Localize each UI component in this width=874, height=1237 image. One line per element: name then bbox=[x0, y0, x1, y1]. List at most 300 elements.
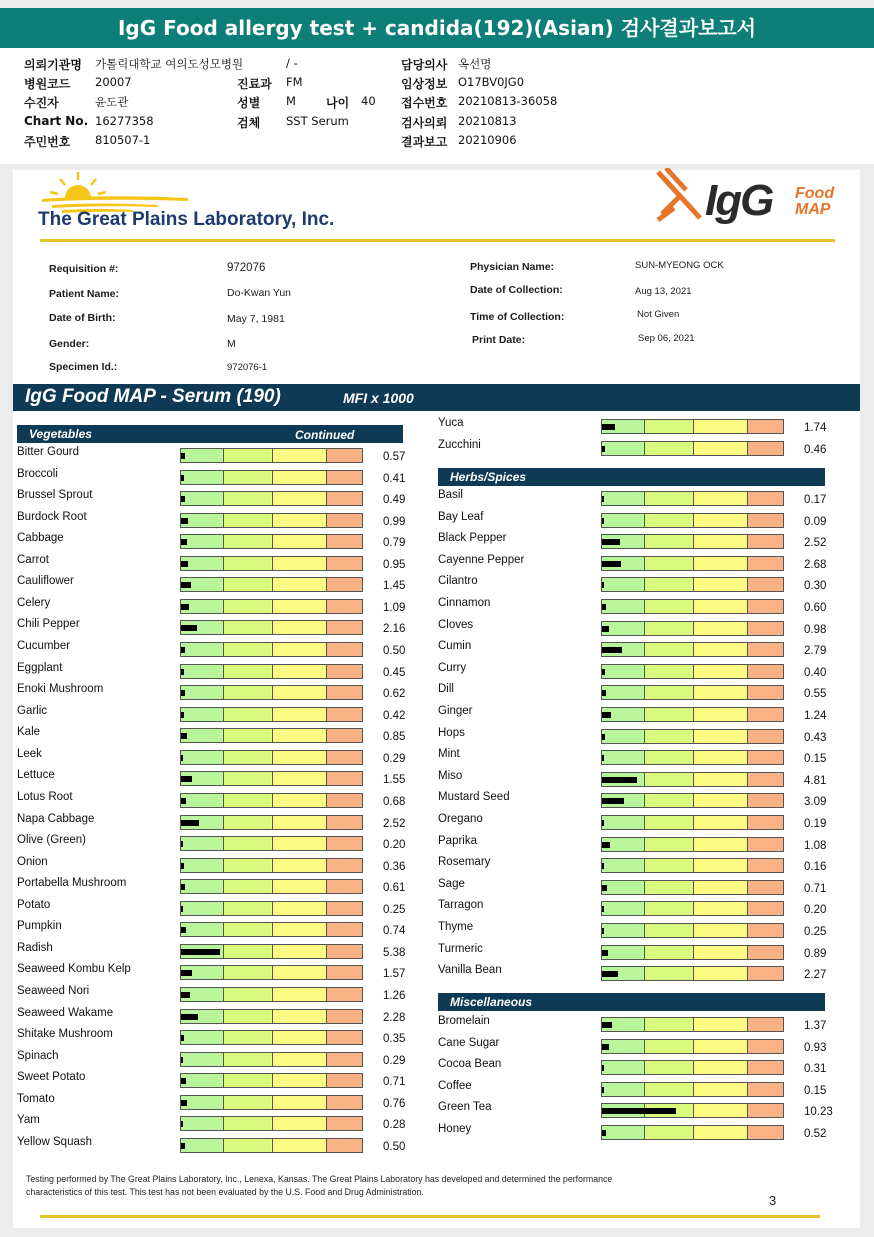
request-label: 검사의뢰 bbox=[401, 116, 448, 130]
footer-rule bbox=[40, 1215, 820, 1218]
food-name: Potato bbox=[17, 898, 51, 911]
food-value: 1.26 bbox=[383, 990, 406, 1002]
result-bar bbox=[180, 534, 363, 549]
result-bar bbox=[601, 1017, 784, 1032]
food-value: 2.68 bbox=[804, 558, 827, 571]
result-bar-fill bbox=[602, 863, 604, 869]
result-bar bbox=[601, 966, 784, 981]
food-name: Brussel Sprout bbox=[17, 489, 93, 502]
result-bar-fill bbox=[181, 776, 192, 782]
request-value: 20210813 bbox=[458, 114, 517, 128]
result-bar bbox=[601, 556, 784, 571]
result-bar-fill bbox=[602, 971, 618, 977]
result-bar bbox=[180, 664, 363, 679]
food-name: Bitter Gourd bbox=[17, 446, 79, 458]
result-bar bbox=[601, 1103, 784, 1118]
result-bar bbox=[180, 987, 363, 1002]
specimen-id-label: Specimen Id.: bbox=[49, 361, 118, 373]
food-value: 0.89 bbox=[804, 947, 827, 960]
result-bar-fill bbox=[181, 841, 183, 847]
result-bar-fill bbox=[181, 625, 197, 631]
footer-line-2: characteristics of this test. This test has not been evaluated by the U.S. Food and Drug Administration. bbox=[26, 1187, 424, 1197]
result-bar bbox=[601, 1060, 784, 1075]
food-value: 0.09 bbox=[804, 515, 827, 528]
food-name: Cauliflower bbox=[17, 575, 74, 588]
food-value: 0.46 bbox=[804, 443, 827, 456]
result-bar-fill bbox=[602, 690, 606, 696]
food-name: Radish bbox=[17, 941, 53, 954]
result-bar-fill bbox=[181, 906, 183, 912]
food-value: 2.28 bbox=[383, 1011, 406, 1024]
food-value: 0.42 bbox=[383, 709, 406, 722]
food-value: 0.29 bbox=[383, 1054, 406, 1067]
report-title-bar bbox=[13, 384, 860, 411]
result-bar bbox=[180, 448, 363, 463]
result-bar-fill bbox=[181, 1057, 183, 1063]
food-value: 2.27 bbox=[804, 969, 827, 982]
result-bar bbox=[180, 1073, 363, 1088]
food-name: Bromelain bbox=[438, 1015, 490, 1027]
result-bar-fill bbox=[181, 1078, 186, 1084]
result-bar-fill bbox=[602, 647, 622, 653]
result-bar-fill bbox=[181, 1100, 187, 1106]
food-name: Mint bbox=[438, 748, 460, 761]
result-bar bbox=[180, 513, 363, 528]
physician-value: SUN-MYEONG OCK bbox=[635, 260, 724, 271]
result-bar-fill bbox=[181, 755, 183, 761]
food-name: Dill bbox=[438, 683, 454, 696]
result-bar bbox=[601, 880, 784, 895]
result-bar-fill bbox=[181, 820, 199, 826]
food-value: 3.09 bbox=[804, 796, 827, 809]
specimen-label: 검체 bbox=[237, 116, 261, 130]
food-name: Napa Cabbage bbox=[17, 812, 95, 825]
institution-label: 의뢰기관명 bbox=[24, 58, 82, 72]
requisition-label: Requisition #: bbox=[49, 263, 119, 275]
food-value: 0.20 bbox=[383, 839, 406, 852]
food-value: 0.76 bbox=[383, 1097, 406, 1110]
food-value: 4.81 bbox=[804, 774, 827, 787]
collection-time-value: Not Given bbox=[637, 309, 680, 320]
food-value: 0.16 bbox=[804, 861, 827, 874]
food-name: Kale bbox=[17, 726, 41, 739]
food-name: Cucumber bbox=[17, 640, 71, 653]
food-name: Turmeric bbox=[438, 942, 483, 955]
food-value: 0.20 bbox=[804, 904, 827, 917]
food-value: 0.28 bbox=[383, 1119, 406, 1132]
food-name: Hops bbox=[438, 726, 465, 739]
result-bar-fill bbox=[181, 561, 188, 567]
food-value: 0.40 bbox=[804, 666, 827, 679]
result-bar bbox=[180, 771, 363, 786]
result-bar-fill bbox=[602, 950, 608, 956]
result-bar bbox=[601, 1039, 784, 1054]
result-bar-fill bbox=[602, 842, 610, 848]
food-value: 0.30 bbox=[804, 580, 827, 593]
result-bar bbox=[180, 685, 363, 700]
result-bar bbox=[601, 793, 784, 808]
result-bar bbox=[180, 965, 363, 980]
result-bar bbox=[180, 1009, 363, 1024]
result-bar-fill bbox=[602, 755, 604, 761]
physician-label: Physician Name: bbox=[470, 261, 555, 273]
food-name: Garlic bbox=[17, 704, 48, 717]
result-bar-fill bbox=[181, 798, 186, 804]
sex-value: M bbox=[286, 94, 296, 108]
continued-label: Continued bbox=[295, 428, 355, 442]
result-bar-fill bbox=[181, 539, 187, 545]
food-name: Seaweed Wakame bbox=[17, 1006, 114, 1019]
food-value: 0.15 bbox=[804, 753, 827, 766]
result-bar bbox=[180, 858, 363, 873]
food-name: Seaweed Nori bbox=[17, 985, 90, 997]
food-name: Cloves bbox=[438, 618, 474, 631]
result-bar bbox=[180, 556, 363, 571]
food-value: 1.55 bbox=[383, 774, 406, 787]
sex-label: 성별 bbox=[237, 96, 261, 110]
food-name: Seaweed Kombu Kelp bbox=[17, 963, 131, 976]
food-name: Celery bbox=[17, 596, 51, 609]
result-bar-fill bbox=[602, 820, 604, 826]
result-bar-fill bbox=[602, 561, 621, 567]
food-name: Bay Leaf bbox=[438, 510, 484, 523]
result-bar bbox=[601, 901, 784, 916]
result-bar bbox=[180, 1116, 363, 1131]
food-name: Coffee bbox=[438, 1079, 472, 1092]
sun-logo-icon bbox=[38, 168, 193, 214]
food-name: Zucchini bbox=[438, 438, 481, 451]
food-name: Yellow Squash bbox=[17, 1135, 93, 1148]
dob-label: Date of Birth: bbox=[49, 312, 116, 324]
patient-value: 윤도관 bbox=[95, 95, 129, 109]
food-value: 0.36 bbox=[383, 860, 406, 873]
vegetables-title: Vegetables bbox=[29, 427, 92, 441]
result-bar bbox=[601, 621, 784, 636]
food-name: Miso bbox=[438, 769, 463, 782]
result-bar-fill bbox=[602, 1022, 612, 1028]
result-bar-fill bbox=[602, 424, 615, 430]
chart-label: Chart No. bbox=[24, 114, 89, 128]
food-value: 0.35 bbox=[383, 1033, 406, 1046]
food-value: 0.99 bbox=[383, 515, 406, 528]
result-bar bbox=[180, 1095, 363, 1110]
food-name: Onion bbox=[17, 855, 48, 868]
result-bar-fill bbox=[602, 446, 605, 452]
food-name: Rosemary bbox=[438, 856, 491, 869]
result-bar bbox=[180, 707, 363, 722]
doctor-value: 옥선명 bbox=[458, 57, 492, 71]
receipt-value: 20210813-36058 bbox=[458, 94, 558, 108]
result-bar bbox=[601, 491, 784, 506]
result-bar-fill bbox=[181, 582, 191, 588]
result-bar-fill bbox=[602, 1087, 604, 1093]
result-bar bbox=[180, 922, 363, 937]
food-name: Spinach bbox=[17, 1049, 59, 1062]
food-value: 0.71 bbox=[804, 882, 827, 895]
result-bar-fill bbox=[602, 582, 604, 588]
result-bar bbox=[601, 577, 784, 592]
food-value: 0.19 bbox=[804, 818, 827, 830]
food-name: Tomato bbox=[17, 1092, 55, 1105]
herbs-title: Herbs/Spices bbox=[450, 470, 527, 484]
result-bar-fill bbox=[181, 669, 184, 675]
report-date-value: 20210906 bbox=[458, 133, 517, 147]
result-bar-fill bbox=[181, 604, 189, 610]
result-bar bbox=[180, 836, 363, 851]
collection-date-value: Aug 13, 2021 bbox=[635, 286, 692, 297]
food-value: 0.93 bbox=[804, 1041, 827, 1054]
result-bar-fill bbox=[602, 1065, 604, 1071]
collection-time-label: Time of Collection: bbox=[470, 311, 565, 323]
food-value: 0.41 bbox=[383, 472, 406, 485]
result-bar-fill bbox=[181, 863, 184, 869]
result-bar bbox=[601, 1125, 784, 1140]
result-bar-fill bbox=[181, 949, 220, 955]
result-bar bbox=[180, 577, 363, 592]
result-bar bbox=[601, 837, 784, 852]
patient-name-value: Do-Kwan Yun bbox=[227, 287, 292, 299]
food-name: Eggplant bbox=[17, 661, 63, 674]
result-bar-fill bbox=[602, 885, 607, 891]
food-value: 0.71 bbox=[383, 1076, 406, 1089]
food-name: Burdock Root bbox=[17, 510, 87, 523]
food-value: 0.49 bbox=[383, 494, 406, 507]
result-bar bbox=[180, 1030, 363, 1045]
food-name: Mustard Seed bbox=[438, 791, 510, 804]
food-value: 0.85 bbox=[383, 731, 406, 744]
food-value: 0.50 bbox=[383, 1140, 406, 1153]
food-name: Cumin bbox=[438, 640, 472, 653]
result-bar-fill bbox=[602, 734, 605, 740]
food-value: 10.23 bbox=[804, 1106, 833, 1119]
result-bar bbox=[180, 728, 363, 743]
misc-title: Miscellaneous bbox=[450, 995, 533, 1009]
food-name: Cocoa Bean bbox=[438, 1058, 502, 1071]
food-name: Black Pepper bbox=[438, 532, 507, 545]
request-header bbox=[0, 48, 874, 164]
result-bar bbox=[601, 815, 784, 830]
food-value: 0.61 bbox=[383, 882, 406, 895]
requisition-value: 972076 bbox=[227, 262, 266, 274]
result-bar bbox=[601, 534, 784, 549]
food-value: 1.57 bbox=[383, 968, 406, 981]
food-value: 2.16 bbox=[383, 623, 406, 636]
result-bar-fill bbox=[181, 1121, 183, 1127]
institution-value: 가톨릭대학교 여의도성모병원 bbox=[95, 57, 244, 71]
specimen-value: SST Serum bbox=[286, 114, 349, 128]
food-value: 1.74 bbox=[804, 422, 827, 434]
result-bar-fill bbox=[181, 1035, 184, 1041]
food-name: Thyme bbox=[438, 921, 474, 933]
result-bar bbox=[601, 685, 784, 700]
food-value: 0.55 bbox=[804, 688, 827, 701]
report-date-label: 결과보고 bbox=[401, 135, 448, 149]
result-bar-fill bbox=[181, 927, 186, 933]
ward-value: / - bbox=[286, 56, 298, 70]
food-name: Sweet Potato bbox=[17, 1071, 86, 1084]
result-bar bbox=[180, 944, 363, 959]
result-bar-fill bbox=[181, 992, 190, 998]
food-name: Enoki Mushroom bbox=[17, 683, 104, 696]
food-name: Shitake Mushroom bbox=[17, 1028, 113, 1041]
chart-value: 16277358 bbox=[95, 114, 154, 128]
result-bar bbox=[180, 815, 363, 830]
food-name: Basil bbox=[438, 489, 463, 501]
food-value: 0.25 bbox=[383, 903, 406, 916]
food-value: 5.38 bbox=[383, 946, 406, 959]
food-value: 0.50 bbox=[383, 645, 406, 658]
lab-name: The Great Plains Laboratory, Inc. bbox=[38, 209, 335, 230]
footer-disclaimer bbox=[26, 1173, 612, 1199]
food-value: 0.95 bbox=[383, 558, 406, 571]
result-bar bbox=[180, 1052, 363, 1067]
result-bar bbox=[180, 1138, 363, 1153]
result-bar-fill bbox=[602, 906, 604, 912]
food-value: 2.52 bbox=[383, 817, 406, 830]
result-bar-fill bbox=[181, 690, 185, 696]
receipt-label: 접수번호 bbox=[401, 96, 448, 110]
food-value: 1.45 bbox=[383, 580, 406, 593]
result-bar bbox=[601, 772, 784, 787]
food-name: Cane Sugar bbox=[438, 1036, 500, 1049]
result-bar bbox=[601, 1082, 784, 1097]
clinical-value: O17BV0JG0 bbox=[458, 75, 525, 89]
food-value: 0.25 bbox=[804, 926, 827, 938]
food-name: Cinnamon bbox=[438, 597, 491, 609]
result-bar-fill bbox=[181, 733, 187, 739]
food-value: 0.15 bbox=[804, 1084, 827, 1097]
food-value: 0.31 bbox=[804, 1063, 827, 1076]
hospital-code-value: 20007 bbox=[95, 75, 132, 89]
food-name: Leek bbox=[17, 747, 42, 760]
result-bar bbox=[601, 419, 784, 434]
logo-food-text: Food bbox=[795, 185, 835, 202]
result-bar-fill bbox=[602, 1130, 606, 1136]
result-bar bbox=[601, 923, 784, 938]
result-bar bbox=[180, 599, 363, 614]
footer-line-1: Testing performed by The Great Plains Laboratory, Inc., Lenexa, Kansas. The Great Plains Laboratory has developed and determined the performance bbox=[26, 1174, 613, 1184]
food-value: 0.57 bbox=[383, 451, 406, 463]
food-value: 0.43 bbox=[804, 731, 827, 744]
food-name: Lotus Root bbox=[17, 790, 73, 803]
vegetables-header bbox=[17, 425, 403, 443]
food-value: 2.52 bbox=[804, 537, 827, 550]
food-name: Broccoli bbox=[17, 467, 58, 480]
food-value: 0.17 bbox=[804, 494, 827, 506]
dob-value: May 7, 1981 bbox=[227, 313, 285, 325]
result-bar-fill bbox=[181, 1014, 198, 1020]
result-bar-fill bbox=[602, 1108, 676, 1114]
food-value: 1.24 bbox=[804, 710, 827, 722]
result-bar bbox=[180, 793, 363, 808]
result-bar-fill bbox=[181, 475, 184, 481]
food-value: 1.37 bbox=[804, 1020, 827, 1032]
specimen-id-value: 972076-1 bbox=[227, 362, 268, 373]
result-bar-fill bbox=[602, 777, 637, 783]
food-name: Ginger bbox=[438, 705, 473, 717]
result-bar-fill bbox=[181, 712, 184, 718]
result-bar bbox=[601, 599, 784, 614]
logo-map-text: MAP bbox=[795, 201, 831, 218]
result-bar bbox=[180, 470, 363, 485]
food-name: Curry bbox=[438, 661, 467, 674]
report-banner-title: IgG Food allergy test + candida(192)(Asian) 검사결과보고서 bbox=[0, 8, 874, 48]
resident-label: 주민번호 bbox=[24, 135, 71, 149]
collection-date-label: Date of Collection: bbox=[470, 284, 563, 296]
food-value: 2.79 bbox=[804, 645, 827, 658]
result-bar-fill bbox=[181, 970, 192, 976]
result-bar bbox=[601, 441, 784, 456]
dept-label: 진료과 bbox=[237, 77, 272, 91]
resident-value: 810507-1 bbox=[95, 133, 151, 147]
print-date-value: Sep 06, 2021 bbox=[638, 333, 695, 344]
food-name: Olive (Green) bbox=[17, 834, 87, 847]
result-bar-fill bbox=[602, 626, 609, 632]
report-title: IgG Food MAP - Serum (190) bbox=[25, 386, 281, 407]
food-name: Cabbage bbox=[17, 532, 64, 545]
food-name: Oregano bbox=[438, 813, 483, 825]
food-name: Yuca bbox=[438, 417, 464, 429]
food-name: Vanilla Bean bbox=[438, 964, 502, 977]
header-rule bbox=[40, 239, 835, 242]
result-bar-fill bbox=[181, 453, 185, 459]
herbs-header bbox=[438, 468, 825, 486]
doctor-label: 담당의사 bbox=[401, 58, 448, 72]
food-value: 0.45 bbox=[383, 666, 406, 679]
result-bar-fill bbox=[602, 518, 604, 524]
food-name: Paprika bbox=[438, 834, 477, 847]
units-label: MFI x 1000 bbox=[343, 390, 414, 406]
result-bar-fill bbox=[181, 1143, 185, 1149]
food-value: 0.74 bbox=[383, 925, 406, 938]
dept-value: FM bbox=[286, 75, 303, 89]
igg-logo-text: IgG bbox=[705, 176, 773, 225]
result-bar bbox=[601, 642, 784, 657]
food-name: Green Tea bbox=[438, 1101, 492, 1114]
food-name: Lettuce bbox=[17, 769, 55, 782]
food-name: Tarragon bbox=[438, 899, 484, 912]
result-bar bbox=[180, 491, 363, 506]
result-bar-fill bbox=[602, 1044, 609, 1050]
result-bar bbox=[180, 642, 363, 657]
food-value: 1.09 bbox=[383, 601, 406, 614]
clinical-label: 임상정보 bbox=[401, 77, 448, 91]
result-bar-fill bbox=[181, 884, 185, 890]
result-bar bbox=[180, 750, 363, 765]
result-bar-fill bbox=[602, 539, 620, 545]
food-name: Yam bbox=[17, 1114, 40, 1127]
age-label: 나이 bbox=[326, 96, 350, 110]
gender-value: M bbox=[227, 338, 236, 350]
food-name: Sage bbox=[438, 877, 465, 890]
result-bar bbox=[601, 858, 784, 873]
food-name: Portabella Mushroom bbox=[17, 877, 127, 890]
result-bar bbox=[601, 945, 784, 960]
food-value: 0.98 bbox=[804, 623, 827, 636]
result-bar-fill bbox=[181, 518, 188, 524]
food-name: Pumpkin bbox=[17, 920, 62, 933]
result-bar-fill bbox=[602, 496, 604, 502]
print-date-label: Print Date: bbox=[472, 334, 526, 346]
result-bar-fill bbox=[602, 798, 624, 804]
result-bar bbox=[601, 750, 784, 765]
food-value: 0.68 bbox=[383, 795, 406, 808]
food-name: Chili Pepper bbox=[17, 618, 80, 631]
result-bar bbox=[601, 513, 784, 528]
result-bar bbox=[601, 664, 784, 679]
result-bar-fill bbox=[602, 928, 604, 934]
result-bar bbox=[180, 901, 363, 916]
